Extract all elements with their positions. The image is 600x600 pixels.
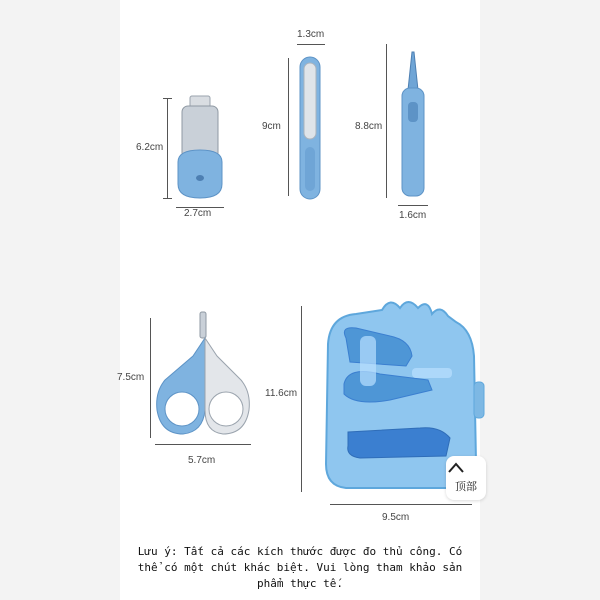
case-height-label: 11.6cm bbox=[265, 388, 298, 399]
tweezers-width-line bbox=[398, 205, 428, 206]
baby-scissors-image bbox=[153, 310, 253, 440]
file-height-label: 9cm bbox=[262, 121, 281, 132]
file-width-label: 1.3cm bbox=[297, 29, 325, 40]
tweezers-height-line bbox=[386, 44, 387, 198]
tweezers-height-label: 8.8cm bbox=[355, 121, 383, 132]
tweezers-image bbox=[396, 50, 430, 200]
note-line-2: thể có một chút khác biệt. Vui lòng tham khảo sản bbox=[137, 561, 463, 574]
chevron-up-icon bbox=[446, 458, 466, 478]
tweezers-width-label: 1.6cm bbox=[399, 210, 427, 221]
scissors-width-line bbox=[155, 444, 251, 445]
case-width-label: 9.5cm bbox=[382, 512, 410, 523]
clipper-height-cap-top bbox=[163, 98, 172, 99]
case-width-line bbox=[330, 504, 472, 505]
measurement-note bbox=[0, 544, 600, 592]
right-background bbox=[480, 0, 600, 600]
note-line-3: phẩm thực tế. bbox=[256, 577, 344, 590]
clipper-height-line bbox=[167, 98, 168, 198]
nail-clipper-image bbox=[174, 92, 226, 202]
file-height-line bbox=[288, 58, 289, 196]
left-background bbox=[0, 0, 120, 600]
nail-file-image bbox=[296, 55, 324, 203]
case-height-line bbox=[301, 306, 302, 492]
back-to-top-button[interactable] bbox=[446, 456, 486, 500]
file-width-line bbox=[297, 44, 325, 45]
scissors-height-line bbox=[150, 318, 151, 438]
note-line-1: Lưu ý: Tất cả các kích thước được đo thủ công. Có bbox=[137, 545, 463, 558]
scissors-width-label: 5.7cm bbox=[188, 455, 216, 466]
clipper-height-cap-bottom bbox=[163, 198, 172, 199]
scissors-height-label: 7.5cm bbox=[117, 372, 145, 383]
clipper-width-label: 2.7cm bbox=[184, 208, 212, 219]
back-to-top-label: 顶部 bbox=[455, 481, 477, 493]
clipper-height-label: 6.2cm bbox=[136, 142, 164, 153]
